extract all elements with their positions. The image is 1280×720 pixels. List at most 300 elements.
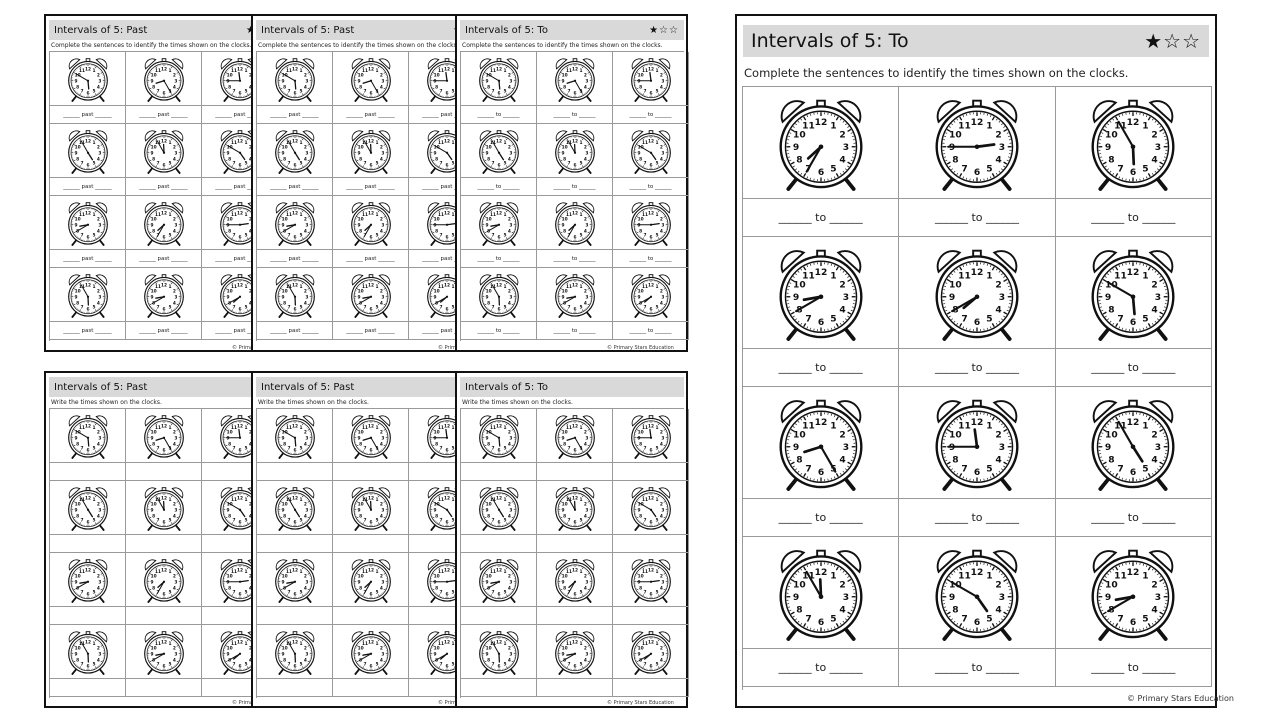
answer-cell[interactable]: [899, 349, 1055, 387]
answer-cell[interactable]: [743, 649, 899, 687]
svg-text:1: 1: [91, 569, 96, 575]
alarm-clock-icon: [773, 93, 869, 193]
alarm-clock-icon: [272, 199, 318, 247]
svg-text:4: 4: [172, 585, 176, 591]
svg-text:8: 8: [282, 585, 286, 591]
answer-cell[interactable]: [537, 535, 613, 553]
answer-blank[interactable]: ______ past ______: [346, 183, 395, 190]
answer-blank[interactable]: ______ past ______: [139, 183, 188, 190]
answer-cell[interactable]: [613, 463, 689, 481]
svg-text:2: 2: [248, 288, 252, 294]
svg-text:2: 2: [303, 429, 307, 435]
svg-text:12: 12: [291, 495, 298, 501]
svg-text:9: 9: [433, 222, 437, 228]
alarm-clock-icon: [65, 271, 111, 319]
answer-cell[interactable]: [50, 106, 126, 124]
svg-text:10: 10: [150, 144, 157, 150]
svg-text:8: 8: [358, 156, 362, 162]
svg-text:2: 2: [659, 72, 663, 78]
answer-cell[interactable]: [537, 607, 613, 625]
answer-blank[interactable]: ______ past ______: [139, 111, 188, 118]
answer-cell[interactable]: [126, 607, 202, 625]
svg-text:1: 1: [450, 425, 455, 431]
svg-text:9: 9: [281, 435, 285, 441]
answer-blank[interactable]: ______ to ______: [553, 111, 596, 118]
svg-text:12: 12: [84, 282, 91, 288]
answer-blank[interactable]: ______ past ______: [422, 255, 471, 262]
answer-cell[interactable]: [257, 535, 333, 553]
answer-cell[interactable]: [333, 178, 409, 196]
answer-blank[interactable]: ______ past ______: [270, 111, 319, 118]
svg-text:11: 11: [437, 284, 444, 290]
answer-cell[interactable]: [899, 649, 1055, 687]
svg-text:7: 7: [362, 446, 367, 452]
svg-text:5: 5: [167, 89, 172, 95]
svg-text:5: 5: [298, 89, 303, 95]
svg-text:6: 6: [292, 591, 297, 597]
answer-cell[interactable]: [126, 463, 202, 481]
answer-blank[interactable]: ______ to ______: [629, 255, 672, 262]
svg-text:3: 3: [380, 507, 384, 513]
svg-text:9: 9: [226, 435, 230, 441]
svg-text:9: 9: [150, 78, 154, 84]
svg-text:10: 10: [281, 645, 288, 651]
svg-text:7: 7: [155, 518, 160, 524]
svg-text:11: 11: [154, 212, 161, 218]
sheet-title: Intervals of 5: Past: [261, 381, 355, 393]
svg-text:8: 8: [151, 156, 155, 162]
svg-text:2: 2: [303, 216, 307, 222]
svg-text:1: 1: [243, 569, 248, 575]
answer-cell[interactable]: [1056, 649, 1212, 687]
answer-blank[interactable]: ______ past ______: [139, 327, 188, 334]
alarm-clock-icon: [348, 556, 394, 604]
answer-blank[interactable]: ______ past ______: [346, 111, 395, 118]
answer-cell[interactable]: [537, 250, 613, 268]
clock-cell: [50, 124, 126, 178]
svg-text:11: 11: [78, 569, 85, 575]
answer-cell[interactable]: [126, 322, 202, 340]
svg-text:7: 7: [231, 662, 236, 668]
answer-blank[interactable]: ______ to ______: [778, 661, 863, 674]
svg-text:1: 1: [578, 140, 583, 146]
svg-text:9: 9: [485, 150, 489, 156]
sheet-title: Intervals of 5: To: [465, 24, 548, 36]
svg-text:2: 2: [172, 429, 176, 435]
svg-text:9: 9: [357, 78, 361, 84]
answer-blank[interactable]: ______ to ______: [778, 511, 863, 524]
answer-cell[interactable]: [333, 250, 409, 268]
clock-cell: [333, 409, 409, 463]
answer-cell[interactable]: [257, 250, 333, 268]
svg-text:5: 5: [91, 662, 96, 668]
svg-text:9: 9: [561, 294, 565, 300]
svg-text:7: 7: [362, 233, 367, 239]
svg-text:2: 2: [379, 144, 383, 150]
answer-blank[interactable]: ______ to ______: [934, 511, 1020, 524]
answer-cell[interactable]: [537, 106, 613, 124]
svg-text:3: 3: [304, 294, 308, 300]
svg-text:2: 2: [379, 288, 383, 294]
svg-text:3: 3: [304, 507, 308, 513]
svg-text:12: 12: [367, 138, 374, 144]
answer-cell[interactable]: [257, 679, 333, 697]
answer-blank[interactable]: ______ past ______: [270, 183, 319, 190]
svg-text:9: 9: [150, 150, 154, 156]
answer-cell[interactable]: [461, 463, 537, 481]
svg-text:1: 1: [167, 569, 172, 575]
answer-cell[interactable]: [1056, 199, 1212, 237]
svg-text:5: 5: [243, 518, 248, 524]
clock-cell: [257, 268, 333, 322]
svg-text:6: 6: [85, 591, 90, 597]
worksheet-grid: [256, 51, 484, 341]
svg-text:9: 9: [357, 294, 361, 300]
answer-blank[interactable]: ______ to ______: [934, 211, 1020, 224]
svg-text:6: 6: [444, 519, 449, 525]
svg-text:10: 10: [74, 72, 81, 78]
svg-text:5: 5: [450, 233, 455, 239]
answer-blank[interactable]: ______ past ______: [215, 327, 264, 334]
svg-text:1: 1: [450, 497, 455, 503]
svg-text:4: 4: [379, 441, 383, 447]
answer-cell[interactable]: [613, 178, 689, 196]
answer-cell[interactable]: [537, 322, 613, 340]
answer-cell[interactable]: [333, 535, 409, 553]
answer-cell[interactable]: [50, 250, 126, 268]
answer-cell[interactable]: [899, 199, 1055, 237]
answer-cell[interactable]: [537, 463, 613, 481]
svg-text:4: 4: [507, 156, 511, 162]
svg-text:4: 4: [96, 513, 100, 519]
answer-cell[interactable]: [899, 499, 1055, 537]
clock-cell: [899, 387, 1055, 499]
answer-cell[interactable]: [50, 535, 126, 553]
answer-blank[interactable]: ______ to ______: [934, 661, 1020, 674]
answer-cell[interactable]: [613, 607, 689, 625]
thumb-top-3[interactable]: [455, 14, 688, 352]
thumb-bottom-3[interactable]: [455, 371, 688, 708]
answer-blank[interactable]: ______ past ______: [139, 255, 188, 262]
answer-cell[interactable]: [537, 679, 613, 697]
svg-text:9: 9: [226, 222, 230, 228]
answer-cell[interactable]: [50, 322, 126, 340]
answer-blank[interactable]: ______ past ______: [346, 255, 395, 262]
svg-text:9: 9: [74, 579, 78, 585]
answer-cell[interactable]: [257, 322, 333, 340]
main-clock-grid: [742, 86, 1212, 690]
answer-blank[interactable]: ______ past ______: [215, 111, 264, 118]
svg-text:9: 9: [281, 78, 285, 84]
answer-blank[interactable]: ______ to ______: [778, 361, 863, 374]
thumb-bottom-2[interactable]: [251, 371, 458, 708]
svg-text:8: 8: [75, 228, 79, 234]
answer-blank[interactable]: ______ to ______: [934, 361, 1020, 374]
svg-text:5: 5: [167, 446, 172, 452]
svg-text:10: 10: [226, 72, 233, 78]
svg-text:7: 7: [286, 518, 291, 524]
svg-text:8: 8: [75, 585, 79, 591]
svg-text:4: 4: [303, 228, 307, 234]
svg-text:5: 5: [502, 89, 507, 95]
answer-blank[interactable]: ______ to ______: [477, 111, 520, 118]
answer-cell[interactable]: [461, 607, 537, 625]
svg-text:2: 2: [659, 144, 663, 150]
answer-cell[interactable]: [333, 106, 409, 124]
answer-cell[interactable]: [257, 106, 333, 124]
svg-text:7: 7: [79, 89, 84, 95]
svg-text:12: 12: [236, 66, 243, 72]
svg-text:10: 10: [281, 501, 288, 507]
answer-cell[interactable]: [461, 535, 537, 553]
svg-text:6: 6: [572, 306, 577, 312]
clock-cell: [537, 52, 613, 106]
answer-cell[interactable]: [461, 250, 537, 268]
svg-text:4: 4: [96, 300, 100, 306]
answer-blank[interactable]: ______ to ______: [553, 255, 596, 262]
svg-text:3: 3: [380, 651, 384, 657]
answer-blank[interactable]: ______ past ______: [422, 327, 471, 334]
svg-text:1: 1: [167, 212, 172, 218]
answer-blank[interactable]: ______ to ______: [477, 183, 520, 190]
answer-cell[interactable]: [333, 322, 409, 340]
alarm-clock-icon: [773, 243, 869, 343]
svg-text:7: 7: [155, 233, 160, 239]
svg-text:1: 1: [243, 425, 248, 431]
answer-cell[interactable]: [126, 106, 202, 124]
thumb-top-1[interactable]: [44, 14, 264, 352]
svg-text:3: 3: [304, 435, 308, 441]
answer-blank[interactable]: ______ past ______: [270, 327, 319, 334]
svg-text:10: 10: [433, 429, 440, 435]
svg-text:3: 3: [173, 222, 177, 228]
svg-text:11: 11: [230, 140, 237, 146]
clock-cell: [1056, 237, 1212, 349]
svg-text:7: 7: [155, 305, 160, 311]
svg-text:10: 10: [226, 501, 233, 507]
clock-cell: [461, 553, 537, 607]
svg-text:3: 3: [97, 579, 101, 585]
svg-text:8: 8: [282, 441, 286, 447]
answer-blank[interactable]: ______ to ______: [477, 327, 520, 334]
sheet-header: [460, 377, 684, 397]
alarm-clock-icon: [552, 628, 598, 676]
answer-cell[interactable]: [537, 178, 613, 196]
clock-cell: [461, 481, 537, 535]
clock-cell: [899, 87, 1055, 199]
answer-blank[interactable]: ______ to ______: [629, 183, 672, 190]
answer-blank[interactable]: ______ past ______: [63, 183, 112, 190]
answer-blank[interactable]: ______ past ______: [215, 183, 264, 190]
clock-cell: [1056, 537, 1212, 649]
answer-cell[interactable]: [613, 106, 689, 124]
answer-blank[interactable]: ______ to ______: [1091, 361, 1176, 374]
svg-text:7: 7: [490, 305, 495, 311]
answer-cell[interactable]: [50, 178, 126, 196]
answer-cell[interactable]: [1056, 499, 1212, 537]
answer-cell[interactable]: [743, 499, 899, 537]
star-rating-icon: ★☆☆: [649, 24, 679, 36]
clock-cell: [613, 625, 689, 679]
svg-text:12: 12: [236, 495, 243, 501]
svg-text:11: 11: [285, 641, 292, 647]
answer-cell[interactable]: [613, 322, 689, 340]
answer-cell[interactable]: [126, 679, 202, 697]
star-rating-icon: ★☆☆: [1144, 29, 1201, 53]
svg-text:10: 10: [74, 501, 81, 507]
svg-text:7: 7: [566, 233, 571, 239]
svg-text:12: 12: [443, 210, 450, 216]
svg-text:7: 7: [286, 590, 291, 596]
answer-cell[interactable]: [126, 178, 202, 196]
svg-text:4: 4: [96, 156, 100, 162]
answer-blank[interactable]: ______ to ______: [1091, 511, 1176, 524]
answer-cell[interactable]: [613, 535, 689, 553]
answer-cell[interactable]: [333, 679, 409, 697]
answer-blank[interactable]: ______ to ______: [477, 255, 520, 262]
svg-text:4: 4: [659, 84, 663, 90]
svg-text:6: 6: [85, 306, 90, 312]
svg-text:1: 1: [450, 68, 455, 74]
svg-text:7: 7: [286, 446, 291, 452]
main-footer: © Primary Stars Education: [1127, 694, 1234, 703]
svg-text:8: 8: [638, 156, 642, 162]
svg-text:6: 6: [85, 663, 90, 669]
answer-cell[interactable]: [126, 250, 202, 268]
answer-cell[interactable]: [333, 607, 409, 625]
answer-cell[interactable]: [257, 463, 333, 481]
answer-cell[interactable]: [333, 463, 409, 481]
alarm-clock-icon: [272, 412, 318, 460]
svg-text:8: 8: [358, 84, 362, 90]
svg-text:4: 4: [303, 156, 307, 162]
svg-text:7: 7: [438, 89, 443, 95]
answer-blank[interactable]: ______ to ______: [553, 327, 596, 334]
svg-text:2: 2: [172, 216, 176, 222]
alarm-clock-icon: [476, 412, 522, 460]
svg-text:6: 6: [368, 519, 373, 525]
clock-cell: [899, 237, 1055, 349]
answer-blank[interactable]: ______ past ______: [215, 255, 264, 262]
main-worksheet[interactable]: [735, 14, 1234, 708]
svg-text:7: 7: [362, 518, 367, 524]
thumb-top-2[interactable]: [251, 14, 471, 352]
svg-text:12: 12: [160, 639, 167, 645]
svg-text:2: 2: [303, 72, 307, 78]
svg-text:3: 3: [97, 651, 101, 657]
clock-cell: [461, 52, 537, 106]
clock-cell: [257, 124, 333, 178]
answer-cell[interactable]: [613, 679, 689, 697]
svg-text:1: 1: [654, 68, 659, 74]
alarm-clock-icon: [272, 271, 318, 319]
answer-blank[interactable]: ______ to ______: [629, 327, 672, 334]
clock-cell: [537, 268, 613, 322]
svg-text:2: 2: [507, 72, 511, 78]
svg-text:6: 6: [237, 519, 242, 525]
svg-text:2: 2: [303, 501, 307, 507]
svg-text:11: 11: [78, 284, 85, 290]
answer-blank[interactable]: ______ to ______: [553, 183, 596, 190]
svg-text:10: 10: [150, 72, 157, 78]
svg-text:2: 2: [303, 288, 307, 294]
sheet-header: [256, 377, 468, 397]
answer-cell[interactable]: [1056, 349, 1212, 387]
svg-text:9: 9: [637, 150, 641, 156]
alarm-clock-icon: [65, 127, 111, 175]
svg-text:10: 10: [433, 72, 440, 78]
svg-text:5: 5: [91, 161, 96, 167]
thumb-bottom-1[interactable]: [44, 371, 254, 708]
answer-cell[interactable]: [257, 607, 333, 625]
svg-text:8: 8: [282, 228, 286, 234]
answer-cell[interactable]: [126, 535, 202, 553]
answer-blank[interactable]: ______ past ______: [63, 327, 112, 334]
svg-text:2: 2: [583, 288, 587, 294]
answer-cell[interactable]: [461, 178, 537, 196]
answer-cell[interactable]: [257, 178, 333, 196]
answer-cell[interactable]: [743, 349, 899, 387]
sheet-instruction: Complete the sentences to identify the times shown on the clocks.: [462, 42, 663, 49]
svg-text:12: 12: [160, 423, 167, 429]
answer-blank[interactable]: ______ to ______: [1091, 211, 1176, 224]
answer-blank[interactable]: ______ to ______: [1091, 661, 1176, 674]
svg-text:3: 3: [97, 150, 101, 156]
svg-text:3: 3: [304, 222, 308, 228]
svg-text:4: 4: [303, 84, 307, 90]
answer-cell[interactable]: [50, 679, 126, 697]
answer-blank[interactable]: ______ past ______: [346, 327, 395, 334]
answer-cell[interactable]: [461, 106, 537, 124]
sheet-footer: © Primary Stars Education: [607, 345, 674, 351]
svg-text:9: 9: [637, 78, 641, 84]
svg-text:9: 9: [226, 651, 230, 657]
svg-text:11: 11: [78, 641, 85, 647]
alarm-clock-icon: [552, 271, 598, 319]
answer-blank[interactable]: ______ past ______: [63, 255, 112, 262]
answer-blank[interactable]: ______ to ______: [778, 211, 863, 224]
answer-blank[interactable]: ______ past ______: [422, 183, 471, 190]
alarm-clock-icon: [1085, 543, 1181, 643]
svg-text:6: 6: [237, 306, 242, 312]
answer-cell[interactable]: [613, 250, 689, 268]
answer-blank[interactable]: ______ past ______: [270, 255, 319, 262]
alarm-clock-icon: [348, 628, 394, 676]
svg-text:11: 11: [437, 212, 444, 218]
svg-text:12: 12: [571, 282, 578, 288]
svg-text:5: 5: [374, 305, 379, 311]
alarm-clock-icon: [929, 93, 1025, 193]
answer-blank[interactable]: ______ past ______: [63, 111, 112, 118]
svg-text:12: 12: [367, 210, 374, 216]
svg-text:10: 10: [150, 501, 157, 507]
answer-blank[interactable]: ______ to ______: [629, 111, 672, 118]
answer-cell[interactable]: [461, 679, 537, 697]
answer-cell[interactable]: [50, 607, 126, 625]
alarm-clock-icon: [272, 556, 318, 604]
answer-cell[interactable]: [50, 463, 126, 481]
answer-cell[interactable]: [743, 199, 899, 237]
svg-text:4: 4: [379, 585, 383, 591]
answer-cell[interactable]: [461, 322, 537, 340]
svg-text:6: 6: [368, 234, 373, 240]
svg-text:5: 5: [374, 590, 379, 596]
clock-cell: [126, 52, 202, 106]
svg-text:4: 4: [248, 585, 252, 591]
svg-text:9: 9: [357, 435, 361, 441]
answer-blank[interactable]: ______ past ______: [422, 111, 471, 118]
sheet-instruction: Complete the sentences to identify the times shown on the clocks.: [51, 42, 252, 49]
